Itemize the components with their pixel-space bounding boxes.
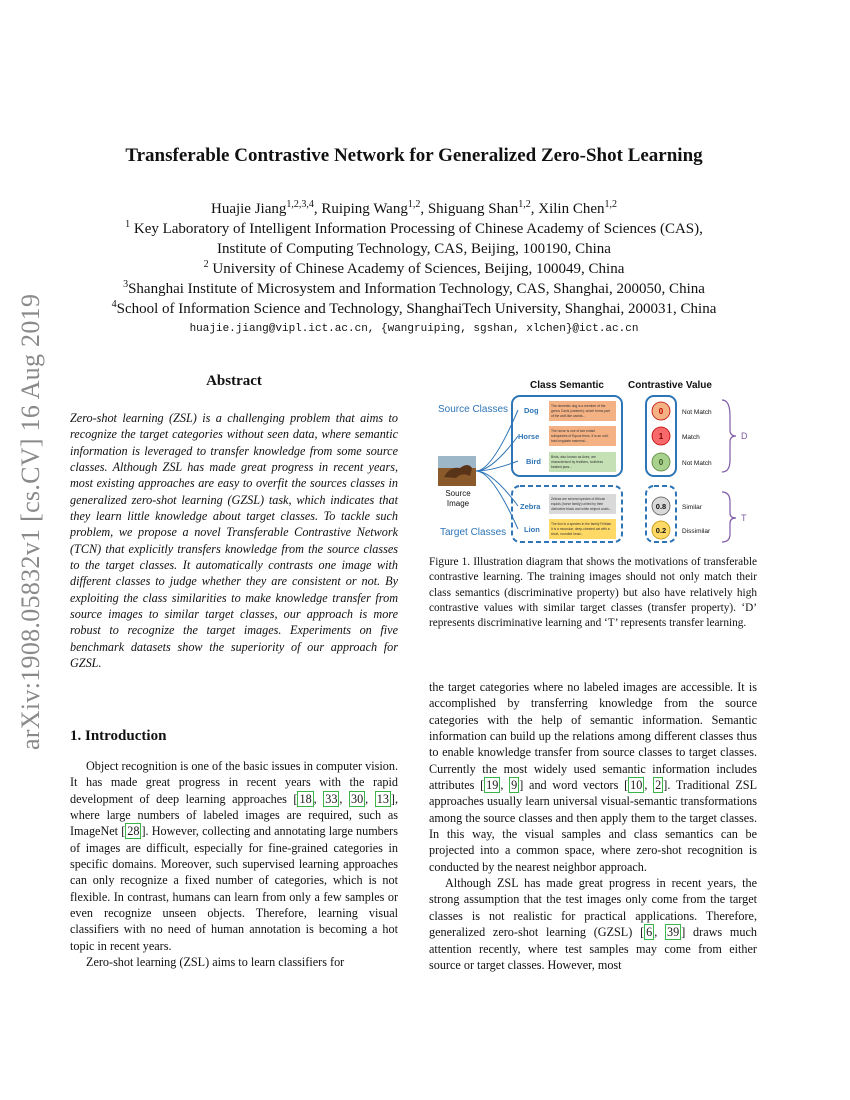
citation-link[interactable]: 6 <box>646 925 653 940</box>
class-row <box>518 426 700 446</box>
paragraph: Object recognition is one of the basic issues in computer vision. It has made great progress in recent years with the rapid development of deep learning approaches [ 18 , 33 , 30 , 13 ], where large numbers of labeled images are required, such as ImageNet [ 28 ]. However, collecting and annotating large numbers of images are difficult, especially for fine-grained categories in specific domains. Moreover, such supervised learning approaches can only recognize a fixed number of categories, which is not flexible. In contrast, humans can learn from only a few samples or even recognize unseen objects. Therefore, learning visual classifiers with no need of human annotation is becoming a hot topic in recent years. <box>70 759 399 953</box>
svg-text:It is a muscular, deep-chested: It is a muscular, deep-chested cat with a <box>551 527 610 531</box>
affiliation-3: $^3$Shanghai Institute of Microsystem and Information Technology, CAS, Shanghai, 200050, China <box>123 279 705 297</box>
target-classes-label: Target Classes <box>440 527 507 538</box>
section-heading-introduction: 1. Introduction <box>70 728 167 744</box>
svg-text:characterised by feathers, too: characterised by feathers, toothless <box>551 460 604 464</box>
class-name: Dog <box>524 406 539 415</box>
citation-link[interactable]: 13 <box>376 791 389 806</box>
author-name: Shiguang Shan <box>427 201 519 217</box>
class-row <box>524 519 711 539</box>
brace-t <box>722 492 736 542</box>
author-sup: 1,2 <box>518 199 531 210</box>
svg-text:0: 0 <box>658 458 664 467</box>
figure-1-diagram <box>432 372 757 552</box>
brace-t-label: T <box>741 513 747 523</box>
affiliation-1: $^1$ Key Laboratory of Intelligent Information Processing of Chinese Academy of Sciences (CAS), <box>125 219 703 237</box>
citation-link[interactable]: 28 <box>127 824 140 839</box>
contrast-result: Match <box>682 434 700 441</box>
svg-text:0.2: 0.2 <box>655 526 667 535</box>
class-row <box>524 401 712 421</box>
brace-d-label: D <box>741 431 748 441</box>
affiliation-4: $^4$School of Information Science and Technology, ShanghaiTech University, Shanghai, 200031, China <box>111 299 717 317</box>
affiliation-1-cont: Institute of Computing Technology, CAS, Beijing, 100190, China <box>217 241 611 257</box>
citation-link[interactable]: 9 <box>511 778 518 793</box>
author-block <box>70 199 758 339</box>
svg-text:equids (horse family) united b: equids (horse family) united by their <box>551 502 604 506</box>
svg-text:The lion is a species in the f: The lion is a species in the family Felidae. <box>551 522 613 526</box>
svg-text:toed ungulate mammal...: toed ungulate mammal... <box>551 439 588 443</box>
paragraph: Zero-shot learning (ZSL) aims to learn classifiers for <box>86 955 345 970</box>
contrast-result: Not Match <box>682 409 712 416</box>
paragraph: the target categories where no labeled images are accessible. It is accomplished by transferring knowledge from the source categories with the help of semantic information. Semantic information can build up the relations among different classes thus to enable knowledge transfer from source classes to target classes. Currently the most widely used semantic information includes attributes [ 19 , 9 ] and word vectors [ 10 , 2 ]. Traditional ZSL approaches usually learn universal visual-semantic transformations among the source classes and then apply them to the target classes. In this way, the visual samples and class semantics can be projected into a common space, where zero-shot recognition is conducted by the nearest neighbor approach. <box>429 680 758 874</box>
source-image-label: Image <box>446 499 470 508</box>
citation-link[interactable]: 19 <box>486 778 499 793</box>
citation-link[interactable]: 39 <box>667 925 680 940</box>
abstract-heading: Abstract <box>206 373 262 389</box>
citation-link[interactable]: 33 <box>325 791 338 806</box>
source-classes-label: Source Classes <box>438 404 509 415</box>
col-header-contrastive: Contrastive Value <box>628 380 712 391</box>
paper-title: Transferable Contrastive Network for Generalized Zero-Shot Learning <box>125 145 703 166</box>
svg-text:The horse is one of two extant: The horse is one of two extant <box>551 429 596 433</box>
author-sup: 1,2,3,4 <box>286 199 314 210</box>
class-row <box>526 452 712 472</box>
citation-link[interactable]: 2 <box>655 778 662 793</box>
author-sup: 1,2 <box>407 199 421 210</box>
affiliation-2: $^2$ University of Chinese Academy of Sciences, Beijing, 100049, China <box>203 259 625 277</box>
svg-text:of the wolf-like canids...: of the wolf-like canids... <box>551 414 586 418</box>
citation-link[interactable]: 30 <box>350 791 364 806</box>
source-image-label: Source <box>445 489 471 498</box>
author-name: Ruiping Wang <box>321 201 408 217</box>
class-name: Zebra <box>520 502 541 511</box>
svg-text:distinctive black and white st: distinctive black and white striped coats... <box>551 507 612 511</box>
svg-text:beaked jaws...: beaked jaws... <box>551 465 573 469</box>
class-name: Lion <box>524 525 540 534</box>
svg-text:subspecies of Equus ferus. It: subspecies of Equus ferus. It is an odd- <box>551 434 609 438</box>
svg-text:0.8: 0.8 <box>655 502 667 511</box>
contrast-result: Not Match <box>682 460 712 467</box>
contrast-result: Similar <box>682 504 702 511</box>
class-name: Bird <box>526 457 541 466</box>
contrast-result: Dissimilar <box>682 528 711 535</box>
citation-link[interactable]: 18 <box>299 791 312 806</box>
svg-text:0: 0 <box>658 407 664 416</box>
svg-text:short, rounded head...: short, rounded head... <box>551 532 584 536</box>
author-names: Huajie Jiang$^{1,2,3,4}$, Ruiping Wang$^{1,2}$, Shiguang Shan$^{1,2}$, Xilin Chen$^{1,2}$ <box>210 199 617 217</box>
author-sup: 1,2 <box>604 199 617 210</box>
class-name: Horse <box>518 432 540 441</box>
arxiv-stamp: arXiv:1908.05832v1 [cs.CV] 16 Aug 2019 <box>16 293 45 750</box>
svg-text:The domestic dog is a member o: The domestic dog is a member of the <box>551 404 606 408</box>
abstract-text: Zero-shot learning (ZSL) is a challenging problem that aims to recognize the target categories without seen data, where semantic information is leveraged to transfer knowledge from some source classes. Although ZSL has made great progress in recent years, most existing approaches are easy to overfit the sources classes in generalized zero-shot learning (GZSL) task, which indicates that they learn little knowledge about target classes. To tackle such problem, we propose a novel Transferable Contrastive Network (TCN) that explicitly transfers knowledge from the source classes to the target classes. It automatically contrasts one image with different classes to judge whether they are consistent or not. By exploiting the class similarities to make knowledge transfer from source images to similar target classes, our approach is more robust to recognize the target images. Experiments on five benchmark datasets show the superiority of our approach for GZSL. <box>70 411 398 671</box>
citation-link[interactable]: 10 <box>630 778 643 793</box>
author-name: Huajie Jiang <box>210 201 287 217</box>
author-name: Xilin Chen <box>538 201 605 217</box>
author-emails[interactable]: huajie.jiang@vipl.ict.ac.cn, {wangruiping, sgshan, xlchen}@ict.ac.cn <box>189 323 639 335</box>
svg-text:1: 1 <box>658 432 664 441</box>
brace-d <box>722 400 736 472</box>
introduction-text <box>70 758 398 970</box>
col-header-semantic: Class Semantic <box>530 380 604 391</box>
right-column-text <box>429 679 757 973</box>
svg-text:Zebras are several species of: Zebras are several species of African <box>551 497 606 501</box>
svg-text:Birds, also known as Aves, are: Birds, also known as Aves, are <box>551 455 596 459</box>
paragraph: Although ZSL has made great progress in recent years, the strong assumption that the test images only come from the target classes is not realistic for practical applications. Therefore, generalized zero-shot learning (GZSL) [ 6 , 39 ] draws much attention recently, where test samples may come from either source or target classes. However, most <box>429 876 758 972</box>
figure-1-caption: Figure 1. Illustration diagram that shows the motivations of transferable contrastive learning. The training images should not only match their class semantics (discriminative property) but also have relatively high contrastive values with similar target classes (transfer property). ‘D’ represents discriminative learning and ‘T’ represents transfer learning. <box>429 556 757 630</box>
svg-text:genus Canis (canines), which f: genus Canis (canines), which forms part <box>551 409 610 413</box>
